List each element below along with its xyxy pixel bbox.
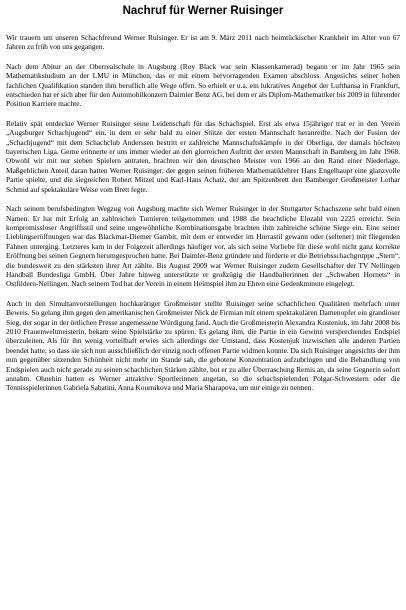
paragraph-career: Nach dem Abitur an der Oberrealschule in Augsburg (Roy Black war sein Klassenkamerad) begann er im Jahr 1965 sein Mathematikstudium an der LMU in München, das er mit einem hervorragenden Examen abschloss. Angesichts seiner hohen fachlichen Qualifikation standen ihm beruflich alle Wege offen. So erhielt er u.a. ein lukratives Angebot der Lufthansa in Frankfurt, entschieden hat er sich aber für den Automobilkonzern Daimler Benz AG, bei dem er als Diplom-Mathematiker bis 2009 in führender Position Karriere machte. xyxy=(6,61,400,109)
paragraph-chess-beginnings: Relativ spät entdeckte Werner Ruisinger seine Leidenschaft für das Schachspiel. Erst als etwa 15jähriger trat er in den Verein „Augsburger Schachjugend“ ein, in dem er sehr bald zu einer Stütze der ersten Mannschaft heranreifte. Nach der Fusion der „Schachjugend“ mit dem Schachclub Anderssen bestritt er zahlreiche Mannschaftskämpfe in der Oberliga, der damals höchsten bayerischen Liga. Gerne erinnerte er uns immer wieder an den glorreichen Auftritt der ersten Mannschaft in Bamberg im Jahr 1968. Obwohl wir mit nur sieben Spielern antraten, brachten wir den deutschen Meister von 1966 an den Rand einer Niederlage. Maßgeblichen Anteil daran hatten Werner Ruisinger, der gegen seinen früheren Mathematiklehrer Hans Engelhaupt eine glanzvolle Partie spielte, und die siegreichen Robert Mitzel und Karl-Hans Achatz, der am Spitzenbrett den Bamberger Großmeister Lothar Schmid auf spektakuläre Weise vom Brett fegte. xyxy=(6,118,400,194)
paragraph-intro: Wir trauern um unseren Schachfreund Werner Ruisinger. Er ist am 9. März 2011 nach heimtückischer Krankheit im Alter von 67 Jahren zu früh von uns gegangen. xyxy=(6,33,400,52)
page-title: Nachruf für Werner Ruisinger xyxy=(122,5,284,17)
paragraph-stuttgart: Nach seinem berufsbedingten Wegzug von Augsburg machte sich Werner Ruisinger in der Stuttgarter Schachszene sehr bald einen Namen. Er hat mit Erfolg an zahlreichen Turnieren teilgenommen und 1988 die beachtliche Elozahl von 2225 erreicht. Sein kompromissloser Angriffsstil und seine ungewöhnliche Kombinationsgabe brachten ihm zahlreiche schöne Siege ein. Eine seiner Lieblingseröffnungen war das Blackmar-Diemer Gambit, mit dem er entweder im Hurrastil gewann oder (seltener) mit fliegenden Fahnen unterging. Letzteres kam in der Folgezeit allerdings häufiger vor, als sich seine Vorliebe für diese wohl nicht ganz korrekte Eröffnung bei seinen Gegnern herumgesprochen hatte. Bei Daimler-Benz gründete und förderte er die Betriebsschachgruppe „Stern“, die bundesweit zu den stärksten ihrer Art zählte. Bis August 2009 war Werner Ruisinger zudem Gesellschafter der TV Nellingen Handball Bundesliga GmbH. Über Jahre hinweg unterstützte er großzügig die Handballerinnen der „Schwaben Hornets“ in Ostfildern-Nellingen. Nach seinem Tod hat der Verein in einem Heimspiel ihm zu Ehren eine Gedenkminute eingelegt. xyxy=(6,204,400,289)
paragraph-simultaneous: Auch in den Simultanvorstellungen hochkarätiger Großmeister stellte Ruisinger seine schachlichen Qualitäten mehrfach unter Beweis. So gelang ihm gegen den amerikanischen Großmeister Nick de Firmian mit einem spektakulären Damenopfer ein grandioser Sieg, der sogar in der örtlichen Presse angemessene Würdigung fand. Auch die Großmeisterin Alexandra Kosteniuk, im Jahr 2008 bis 2010 Frauenweltmeisterin, bekam seine Spielstärke zu spüren. Es gelang ihm, die Partie in ein Gewinn versprechendes Endspiel überzuleiten. Als für ihn wenig vorteilhaft erwies sich allerdings der Umstand, dass Kostenjuk inzwischen alle anderen Partien beendet hatte, so dass sie sich nun ausschließlich der einzig noch offenen Partie widmen konnte. Da sich Ruisinger angesichts der ihm nun gegenüber sitzenden Schönheit nicht mehr im Stande sah, die gebotene Konzentration aufzubringen und die Behandlung von Endspielen auch nicht gerade zu seinen schachlichen Stärken zählte, bot er zu aller Überraschung Remis an, da seine Gegnerin sofort annahm. Ohnehin hatten es Werner attraktive Sportlerinnen angetan, so die schachspielenden Polgar-Schwestern oder die Tennisspielerinnen Gabriela Sabatini, Anna Kournikova und Maria Sharapova, um nur einige zu nennen. xyxy=(6,298,400,393)
article-body xyxy=(6,33,400,393)
